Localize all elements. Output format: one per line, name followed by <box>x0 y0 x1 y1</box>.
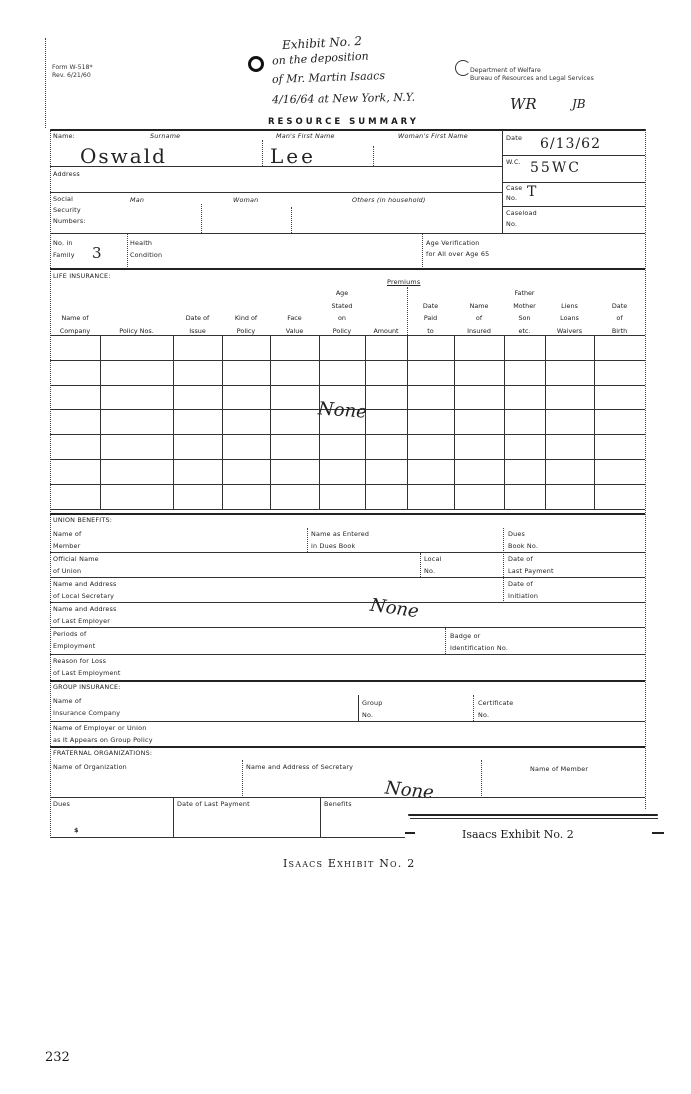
certificate-line1: Certificate <box>478 699 514 707</box>
divider <box>50 837 405 838</box>
table-cell[interactable] <box>320 361 364 384</box>
life-insurance-column-header: Loans <box>560 314 579 322</box>
life-insurance-column-header: Age <box>335 289 349 297</box>
company-line1: Name of <box>53 697 82 705</box>
table-cell[interactable] <box>174 361 221 384</box>
last-payment-line1: Date of <box>508 555 533 563</box>
table-cell[interactable] <box>320 460 364 483</box>
table-cell[interactable] <box>51 336 99 359</box>
annotation-initials-2: JB <box>572 97 586 111</box>
last-employer-line2: of Last Employer <box>53 617 111 625</box>
divider <box>422 234 423 267</box>
annotation-initials-1: WR <box>510 95 537 113</box>
official-union-name-label <box>53 553 99 577</box>
table-cell[interactable] <box>271 460 318 483</box>
caseload-field[interactable] <box>540 208 640 230</box>
table-cell[interactable] <box>408 460 453 483</box>
local-no-line1: Local <box>424 555 442 563</box>
life-insurance-column-header: Son <box>518 314 531 322</box>
table-cell[interactable] <box>366 485 406 508</box>
table-cell[interactable] <box>101 361 172 384</box>
annotation-line-2: on the deposition <box>271 49 370 68</box>
table-cell[interactable] <box>51 460 99 483</box>
reason-line2: of Last Employment <box>53 669 121 677</box>
table-cell[interactable] <box>174 336 221 359</box>
group-insurance-section-label: GROUP INSURANCE: <box>53 683 121 691</box>
life-insurance-column-header: Policy <box>332 326 352 335</box>
table-cell[interactable] <box>271 435 318 458</box>
life-insurance-column-header: Mother <box>513 301 536 310</box>
case-no-label <box>506 183 522 203</box>
table-cell[interactable] <box>223 485 269 508</box>
health-label-line2: Condition <box>130 251 163 259</box>
table-cell[interactable] <box>546 336 593 359</box>
department-header <box>470 67 594 83</box>
table-cell[interactable] <box>455 410 503 433</box>
life-insurance-column-header: of <box>616 314 623 322</box>
health-condition-label <box>130 237 162 261</box>
table-cell[interactable] <box>455 485 503 508</box>
dues-field[interactable]: $ <box>74 826 79 834</box>
table-cell[interactable] <box>271 336 318 359</box>
divider <box>320 797 321 837</box>
divider <box>502 206 645 207</box>
dues-label: Dues <box>53 800 71 808</box>
employer-union-line1: Name of Employer or Union <box>53 724 147 732</box>
dues-book-no-line1: Dues <box>508 530 526 538</box>
womans-first-name-field[interactable] <box>374 142 500 166</box>
table-cell[interactable] <box>101 386 172 409</box>
no-in-family-line2: Family <box>53 251 75 259</box>
badge-line2: Identification No. <box>450 644 509 652</box>
fraternal-section-label: FRATERNAL ORGANIZATIONS: <box>53 749 153 757</box>
form-title: RESOURCE SUMMARY <box>268 117 419 127</box>
divider <box>291 207 292 233</box>
table-cell[interactable] <box>408 485 453 508</box>
table-cell[interactable] <box>595 361 644 384</box>
divider <box>50 577 645 578</box>
life-insurance-column-header: Stated <box>331 301 353 310</box>
life-insurance-column-header: Face <box>287 314 302 322</box>
address-label: Address <box>53 170 80 178</box>
divider <box>201 204 202 233</box>
ss-woman-label: Woman <box>233 196 259 204</box>
badge-line1: Badge or <box>450 632 481 640</box>
exhibit-stamp-dash <box>652 832 664 834</box>
health-label-line1: Health <box>130 239 153 247</box>
divider <box>262 140 263 166</box>
date-last-payment-label <box>508 553 554 577</box>
initiation-line2: Initiation <box>508 592 539 600</box>
insurance-company-label <box>53 695 120 719</box>
ss-label-line1: Social <box>53 195 74 203</box>
group-no-line1: Group <box>362 699 383 707</box>
table-cell[interactable] <box>271 361 318 384</box>
table-cell[interactable] <box>101 410 172 433</box>
punch-hole-icon <box>248 56 264 72</box>
annotation-line-1: Exhibit No. 2 <box>281 33 363 53</box>
local-no-line2: No. <box>424 567 436 575</box>
table-cell[interactable] <box>455 336 503 359</box>
life-insurance-column-header: Waivers <box>556 326 583 335</box>
table-cell[interactable] <box>455 361 503 384</box>
local-secretary-label <box>53 578 117 602</box>
divider <box>373 146 374 166</box>
divider <box>50 166 502 167</box>
periods-employment-label <box>53 628 96 652</box>
surname-label: Surname <box>150 132 181 140</box>
table-cell[interactable] <box>366 361 406 384</box>
table-cell[interactable] <box>51 410 99 433</box>
age-verification-line2: for All over Age 65 <box>426 250 490 258</box>
ss-others-label: Others (in household) <box>352 196 426 204</box>
ss-label-line2: Security <box>53 206 81 214</box>
dues-book-name-line2: in Dues Book <box>311 542 356 550</box>
table-row-divider <box>50 509 645 510</box>
life-insurance-column-header: Kind of <box>234 314 258 322</box>
divider <box>50 552 645 553</box>
table-cell[interactable] <box>223 386 269 409</box>
life-insurance-column-header: Father <box>514 289 535 297</box>
member-line1: Name of <box>53 530 82 538</box>
case-no-label-line2: No. <box>506 194 518 202</box>
department-name: Department of Welfare <box>470 67 541 74</box>
case-no-field[interactable]: T <box>527 184 537 200</box>
annotation-line-4: 4/16/64 at New York, N.Y. <box>271 90 416 107</box>
table-cell[interactable] <box>546 361 593 384</box>
table-cell[interactable] <box>51 361 99 384</box>
table-cell[interactable] <box>366 460 406 483</box>
life-insurance-column-header: Date <box>611 301 628 310</box>
health-condition-field[interactable] <box>175 238 415 264</box>
secretary-label: Name and Address of Secretary <box>246 763 354 771</box>
mans-first-name-label: Man's First Name <box>276 132 335 140</box>
exhibit-stamp-text: Isaacs Exhibit No. 2 <box>462 828 574 841</box>
form-number <box>52 64 93 80</box>
table-cell[interactable] <box>271 485 318 508</box>
official-name-line2: of Union <box>53 567 82 575</box>
surname-field[interactable]: Oswald <box>80 144 167 168</box>
initiation-line1: Date of <box>508 580 533 588</box>
table-cell[interactable] <box>408 361 453 384</box>
divider <box>481 760 482 798</box>
last-employer-line1: Name and Address <box>53 605 117 613</box>
table-cell[interactable] <box>223 435 269 458</box>
divider <box>50 192 502 193</box>
table-cell[interactable] <box>174 485 221 508</box>
table-cell[interactable] <box>223 460 269 483</box>
life-insurance-column-header: Policy <box>236 326 256 335</box>
name-label: Name: <box>53 132 76 140</box>
premiums-label: Premiums <box>387 278 421 286</box>
member-line2: Member <box>53 542 81 550</box>
last-payment-line2: Last Payment <box>508 567 554 575</box>
table-cell[interactable] <box>223 336 269 359</box>
table-cell[interactable] <box>595 460 644 483</box>
table-cell[interactable] <box>174 435 221 458</box>
life-insurance-column-header: Policy Nos. <box>119 326 154 335</box>
divider <box>473 695 474 721</box>
form-number-text: Form W-518* <box>52 64 93 71</box>
divider <box>50 654 645 655</box>
last-employer-label <box>53 603 117 627</box>
life-insurance-column-header: Birth <box>611 326 628 335</box>
periods-line2: Employment <box>53 642 96 650</box>
divider <box>50 513 645 515</box>
table-cell[interactable] <box>366 435 406 458</box>
divider <box>358 695 359 721</box>
ss-man-field[interactable] <box>110 207 198 229</box>
case-no-label-line1: Case <box>506 184 523 192</box>
table-cell[interactable] <box>223 361 269 384</box>
divider <box>127 234 128 267</box>
left-margin-line <box>45 38 46 128</box>
ss-others-field[interactable] <box>294 207 498 229</box>
life-insurance-column-header: Insured <box>467 326 491 335</box>
ss-label-line3: Numbers: <box>53 217 86 225</box>
life-insurance-column-header: Name of <box>61 314 89 322</box>
certificate-no-label <box>478 697 513 721</box>
punch-hole-icon <box>455 60 471 76</box>
table-cell[interactable] <box>546 460 593 483</box>
member-name-label: Name of Member <box>530 765 589 773</box>
table-cell[interactable] <box>408 336 453 359</box>
table-cell[interactable] <box>51 386 99 409</box>
table-cell[interactable] <box>595 386 644 409</box>
no-in-family-line1: No. in <box>53 239 73 247</box>
table-cell[interactable] <box>455 435 503 458</box>
table-cell[interactable] <box>101 336 172 359</box>
table-cell[interactable] <box>51 435 99 458</box>
benefits-label: Benefits <box>324 800 352 808</box>
dues-book-name-line1: Name as Entered <box>311 530 370 538</box>
table-cell[interactable] <box>546 410 593 433</box>
official-name-line1: Official Name <box>53 555 99 563</box>
table-cell[interactable] <box>546 485 593 508</box>
divider <box>307 528 308 552</box>
no-in-family-field[interactable]: 3 <box>92 244 102 262</box>
divider <box>50 233 645 234</box>
table-cell[interactable] <box>546 386 593 409</box>
life-insurance-column-header: Company <box>59 326 91 335</box>
life-insurance-column-header: Date of <box>185 314 210 322</box>
table-cell[interactable] <box>320 336 364 359</box>
table-cell[interactable] <box>505 485 544 508</box>
table-cell[interactable] <box>174 460 221 483</box>
table-cell[interactable] <box>223 410 269 433</box>
table-cell[interactable] <box>505 410 544 433</box>
life-insurance-column-header: Liens <box>561 301 578 310</box>
mans-first-name-field[interactable]: Lee <box>270 144 316 168</box>
table-cell[interactable] <box>408 435 453 458</box>
table-cell[interactable] <box>595 485 644 508</box>
date-initiation-label <box>508 578 538 602</box>
life-insurance-column-header: Paid <box>423 314 438 322</box>
life-insurance-column-header: Issue <box>189 326 206 335</box>
divider <box>502 182 645 183</box>
divider <box>420 553 421 577</box>
reason-loss-label <box>53 655 121 679</box>
life-insurance-column-header: etc. <box>518 326 531 335</box>
divider <box>50 680 645 682</box>
table-cell[interactable] <box>101 460 172 483</box>
table-cell[interactable] <box>595 435 644 458</box>
life-insurance-column-header: to <box>427 326 434 335</box>
life-insurance-section-label: LIFE INSURANCE: <box>53 272 111 280</box>
divider <box>502 155 645 156</box>
periods-line1: Periods of <box>53 630 87 638</box>
date-last-payment-fraternal-label: Date of Last Payment <box>177 800 250 808</box>
exhibit-stamp-dash <box>405 832 415 834</box>
social-security-label <box>53 194 86 227</box>
group-no-line2: No. <box>362 711 374 719</box>
wc-label: W.C. <box>506 158 521 166</box>
table-cell[interactable] <box>174 386 221 409</box>
table-cell[interactable] <box>366 410 406 433</box>
no-in-family-label <box>53 237 75 261</box>
local-secretary-line1: Name and Address <box>53 580 117 588</box>
life-insurance-column-header: on <box>338 314 346 322</box>
womans-first-name-label: Woman's First Name <box>398 132 468 140</box>
address-field[interactable] <box>90 169 498 189</box>
organization-name-label: Name of Organization <box>53 763 127 771</box>
table-cell[interactable] <box>101 435 172 458</box>
age-verification-line1: Age Verification <box>426 239 480 247</box>
name-of-member-label <box>53 528 81 552</box>
table-cell[interactable] <box>505 361 544 384</box>
employer-union-policy-label <box>53 722 153 746</box>
life-insurance-handwritten-none: None <box>317 398 368 423</box>
age-verification-label <box>426 238 489 260</box>
life-insurance-column-header: Date <box>422 301 439 310</box>
table-cell[interactable] <box>366 336 406 359</box>
form-revision-text: Rev. 6/21/60 <box>52 72 91 79</box>
ss-man-label: Man <box>130 196 145 204</box>
table-cell[interactable] <box>271 386 318 409</box>
divider <box>242 760 243 798</box>
badge-id-label <box>450 630 508 654</box>
caseload-label-line1: Caseload <box>506 209 537 217</box>
table-cell[interactable] <box>505 386 544 409</box>
wc-field[interactable]: 55WC <box>530 160 581 176</box>
company-line2: Insurance Company <box>53 709 121 717</box>
caseload-label <box>506 208 537 230</box>
exhibit-stamp-rule <box>410 818 658 819</box>
reason-line1: Reason for Loss <box>53 657 107 665</box>
table-cell[interactable] <box>505 435 544 458</box>
divider <box>50 268 645 270</box>
table-cell[interactable] <box>51 485 99 508</box>
table-cell[interactable] <box>546 435 593 458</box>
table-cell[interactable] <box>505 336 544 359</box>
exhibit-caption: Isaacs Exhibit No. 2 <box>283 857 416 870</box>
divider <box>50 627 645 628</box>
divider <box>173 797 174 837</box>
table-cell[interactable] <box>320 485 364 508</box>
table-cell[interactable] <box>455 386 503 409</box>
certificate-line2: No. <box>478 711 490 719</box>
date-field[interactable]: 6/13/62 <box>540 136 601 152</box>
table-cell[interactable] <box>408 410 453 433</box>
life-insurance-column-header: of <box>475 314 483 322</box>
table-cell[interactable] <box>271 410 318 433</box>
table-cell[interactable] <box>408 386 453 409</box>
table-cell[interactable] <box>595 410 644 433</box>
annotation-line-3: of Mr. Martin Isaacs <box>271 69 386 86</box>
life-insurance-column-header: Value <box>285 326 304 335</box>
page-number: 232 <box>45 1050 70 1065</box>
exhibit-stamp-rule <box>408 814 658 816</box>
fraternal-handwritten-none: None <box>384 777 435 804</box>
table-cell[interactable] <box>320 435 364 458</box>
name-in-dues-book-label <box>311 528 369 552</box>
form-top-border <box>50 129 645 131</box>
table-cell[interactable] <box>455 460 503 483</box>
ss-woman-field[interactable] <box>204 207 288 229</box>
group-no-label <box>362 697 382 721</box>
divider <box>50 797 645 798</box>
divider <box>503 528 504 603</box>
divider <box>50 602 645 603</box>
life-insurance-column-header: Amount <box>373 326 399 335</box>
table-cell[interactable] <box>505 460 544 483</box>
table-cell[interactable] <box>174 410 221 433</box>
table-cell[interactable] <box>595 336 644 359</box>
union-benefits-section-label: UNION BENEFITS: <box>53 516 113 524</box>
bureau-name: Bureau of Resources and Legal Services <box>470 75 594 82</box>
table-cell[interactable] <box>101 485 172 508</box>
date-label: Date <box>506 134 523 142</box>
dues-book-no-line2: Book No. <box>508 542 539 550</box>
employer-union-line2: as It Appears on Group Policy <box>53 736 153 744</box>
divider <box>445 628 446 654</box>
dues-book-no-label <box>508 528 538 552</box>
caseload-label-line2: No. <box>506 220 518 228</box>
form-right-border <box>645 129 646 809</box>
table-cell[interactable] <box>366 386 406 409</box>
life-insurance-column-header: Name <box>469 301 489 310</box>
union-handwritten-none: None <box>368 594 421 623</box>
local-no-label <box>424 553 442 577</box>
local-secretary-line2: of Local Secretary <box>53 592 115 600</box>
